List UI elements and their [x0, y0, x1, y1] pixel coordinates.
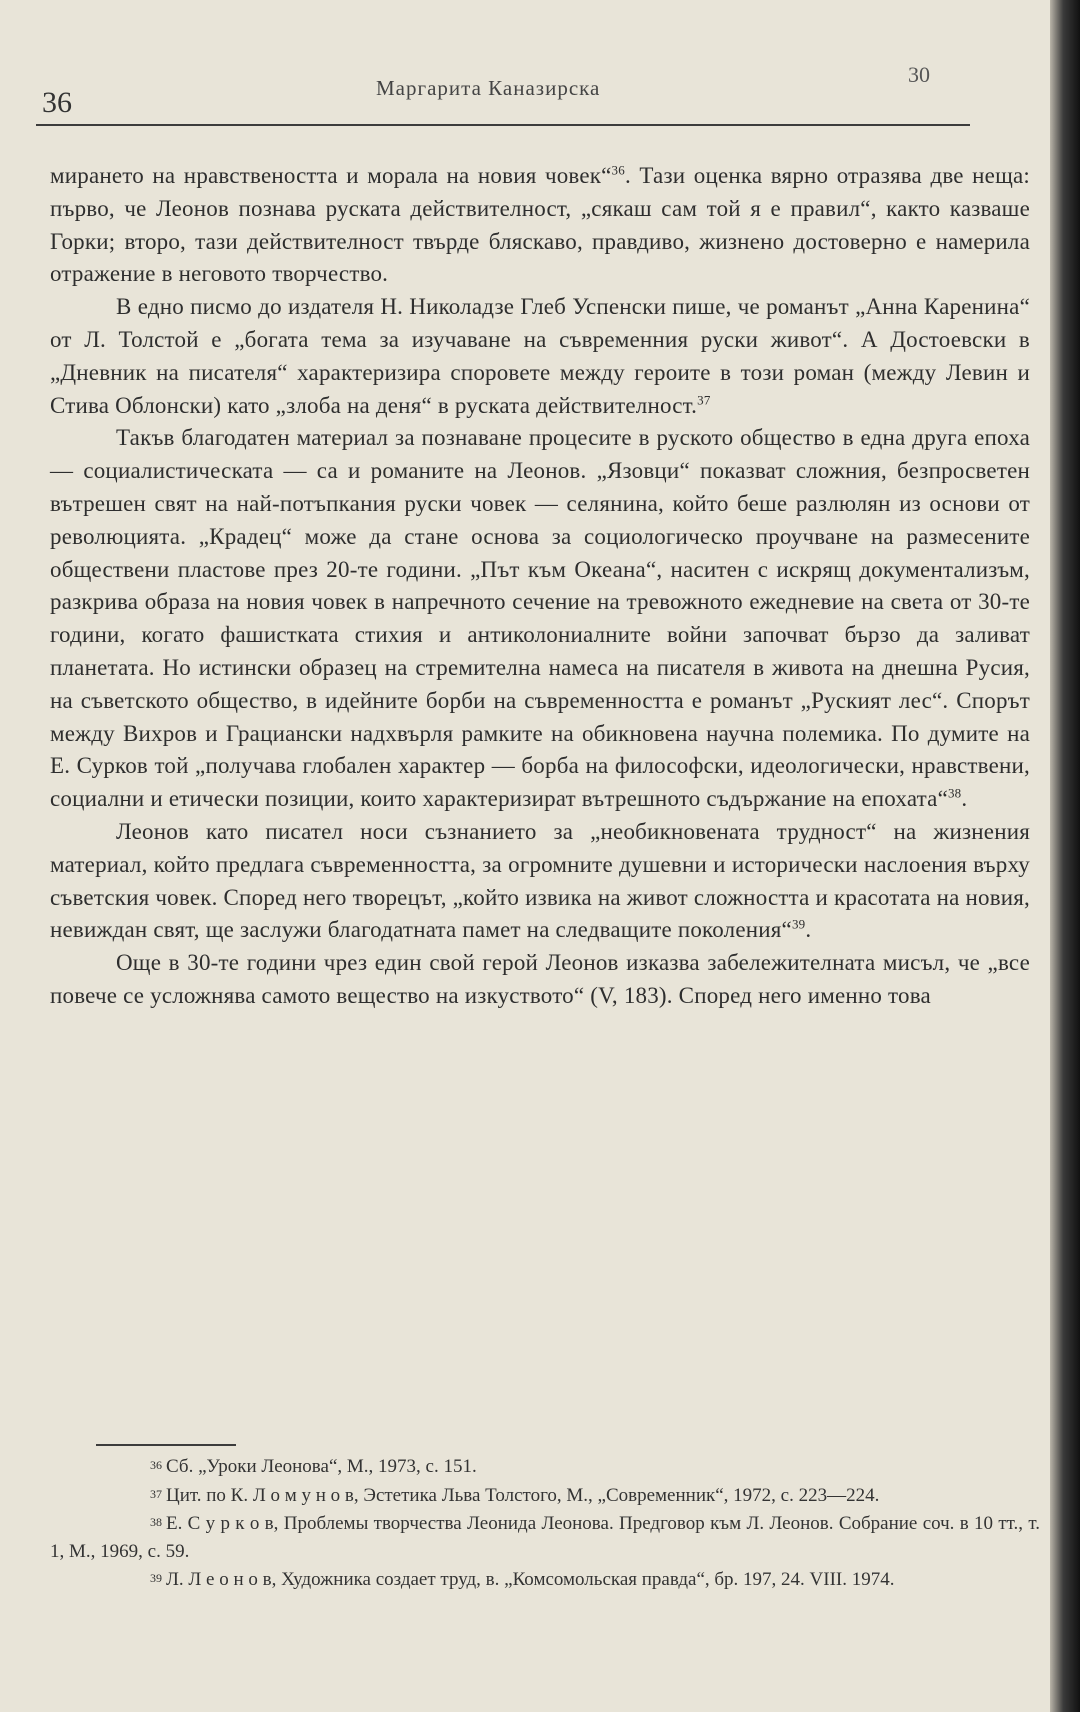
paragraph-3-text-b: . — [961, 786, 968, 812]
handwritten-stamp-number: 30 — [908, 62, 930, 87]
footnotes — [50, 1452, 1040, 1594]
footnote-ref-38: 38 — [947, 785, 962, 801]
book-spine-shadow — [1050, 0, 1080, 1712]
paragraph-4-text-a: Леонов като писател носи съзнанието за „необикновената трудност“ на жизнения материал, който предлага съвременността, за огромните душевни и исторически наслоения върху съветския човек. Според него творецът, „който извика на живот сложността и красотата на новия, невиждан свят, ще заслужи благодатната памет на следващите поколения“ — [50, 818, 1030, 943]
footnote-37 — [50, 1481, 1040, 1510]
paragraph-1 — [50, 160, 1030, 291]
footnote-text: Сб. „Уроки Леонова“, М., 1973, с. 151. — [166, 1456, 477, 1477]
paragraph-5-text: Още в 30-те години чрез един свой герой Леонов изказва забележителната мисъл, че „все повече се усложнява самото вещество на изкуството“ (V, 183). Според него именно това — [50, 950, 1030, 1008]
paragraph-4 — [50, 816, 1030, 947]
paragraph-2-text: В едно писмо до издателя Н. Николадзе Глеб Успенски пише, че романът „Анна Каренина“ от Л. Толстой е „богата тема за изучаване на съвременния руски живот“. А Достоевски в „Дневник на писателя“ характеризира споровете между героите в този роман (между Левин и Стива Облонски) като „злоба на деня“ в руската действителност. — [50, 294, 1030, 418]
paragraph-5 — [50, 947, 1030, 1013]
page-number: 36 — [42, 86, 72, 119]
paragraph-1-text-b: . Тази оценка вярно отразява две неща: първо, че Леонов познава руската действителност, „сякаш сам той я е правил“, както казваше Горки; второ, тази действителност твърде бляскаво, правдиво, жизнено достоверно е намерила отражение в неговото творчество. — [50, 163, 1030, 287]
running-head-author: Маргарита Каназирска — [376, 76, 601, 100]
paragraph-3-text-a: Такъв благодатен материал за познаване процесите в руското общество в една друга епоха — социалистическата — са и романите на Леонов. „Язовци“ показват сложния, безпросветен вътрешен свят на най-потъпкания руски човек — селянина, който беше разлюлян из основи от революцията. „Крадец“ може да стане основа за социологическо проучване на размесените обществени пластове през 20-те години. „Път към Океана“, наситен с искрящ документализъм, разкрива образа на новия човек в напречното сечение на тревожното ежедневие на света от 30-те години, когато фашистката стихия и антиколониалните войни започват бързо да заливат планетата. Но истински образец на стремителна намеса на писателя в живота на днешна Русия, на съветското общество, в идейните борби на съвременността е романът „Руският лес“. Спорът между Вихров и Грациански надхвърля рамките на обикновена научна полемика. По думите на Е. Сурков той „получава глобален характер — борба на философски, идеологически, нравствени, социални и етически позиции, които характеризират вътрешното съдържание на епохата“ — [50, 425, 1030, 812]
footnote-ref-36: 36 — [611, 162, 625, 178]
paragraph-2 — [50, 291, 1030, 422]
footnote-38 — [50, 1509, 1040, 1565]
paragraph-4-text-b: . — [805, 917, 812, 943]
paragraph-3 — [50, 422, 1030, 816]
footnote-text: Е. С у р к о в, Проблемы творчества Леонида Леонова. Предговор към Л. Леонов. Собрание соч. в 10 тт., т. 1, М., 1969, с. 59. — [50, 1513, 1040, 1562]
page-header — [36, 62, 970, 126]
footnote-ref-39: 39 — [791, 916, 806, 932]
header-rule — [36, 124, 970, 126]
paragraph-1-text-a: мирането на нравствеността и морала на новия човек“ — [50, 163, 612, 188]
footnote-text: Цит. по К. Л о м у н о в, Эстетика Льва Толстого, М., „Современник“, 1972, с. 223—224. — [166, 1484, 880, 1506]
main-text — [50, 160, 1030, 1013]
footnote-ref-37: 37 — [697, 391, 711, 407]
footnote-39 — [50, 1565, 1040, 1594]
footnote-36 — [50, 1452, 1040, 1481]
footnote-number: 39 — [150, 1571, 162, 1585]
footnote-number: 38 — [150, 1515, 162, 1529]
footnote-number: 37 — [150, 1486, 162, 1501]
footnote-number: 36 — [150, 1458, 162, 1472]
footnote-rule — [96, 1444, 236, 1446]
footnote-text: Л. Л е о н о в, Художника создает труд, в. „Комсомольская правда“, бр. 197, 24. VIII. 1974. — [166, 1569, 895, 1590]
